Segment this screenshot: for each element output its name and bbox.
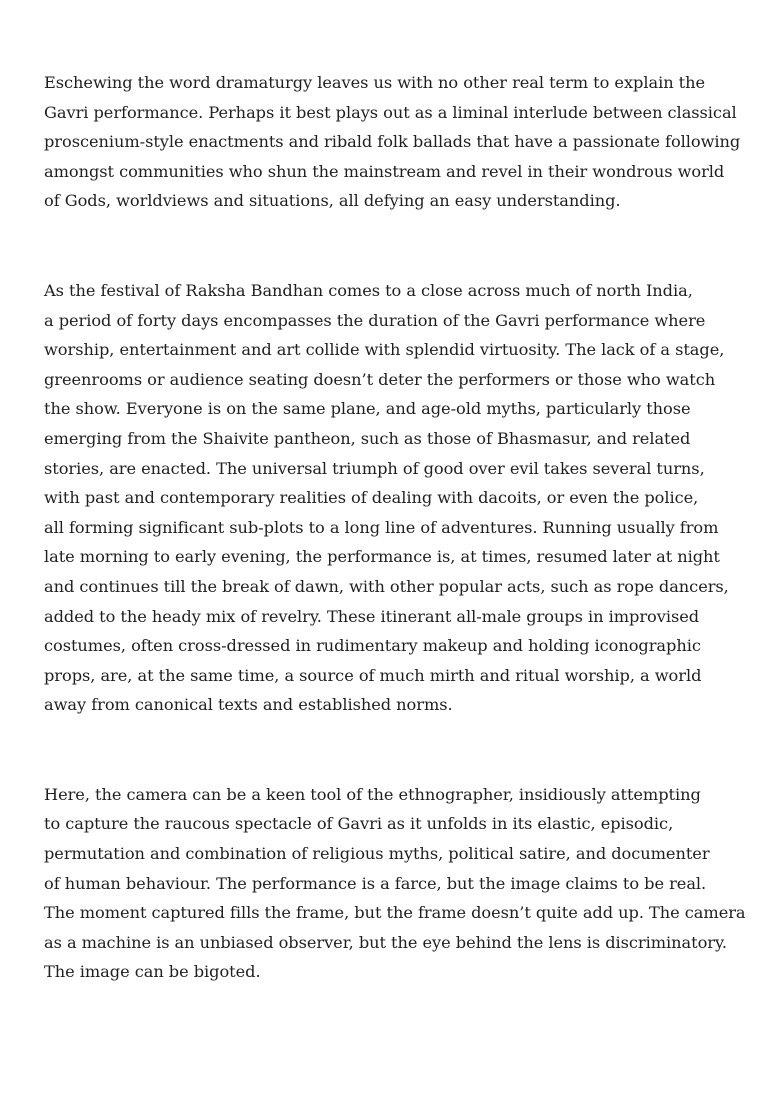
text-line: and continues till the break of dawn, with other popular acts, such as rope dancers, (44, 576, 729, 596)
text-line: As the festival of Raksha Bandhan comes to a close across much of north India, (44, 280, 693, 300)
text-line: permutation and combination of religious myths, political satire, and documenter (44, 844, 710, 864)
text-line: added to the heady mix of revelry. These itinerant all-male groups in improvised (44, 606, 700, 626)
text-line: Eschewing the word dramaturgy leaves us with no other real term to explain the (44, 73, 706, 92)
text-line: Gavri performance. Perhaps it best plays out as a liminal interlude between classical (44, 102, 737, 122)
text-line: costumes, often cross-dressed in rudimentary makeup and holding iconographic (44, 636, 701, 656)
text-line: Here, the camera can be a keen tool of the ethnographer, insidiously attempting (44, 784, 701, 804)
text-line: with past and contemporary realities of dealing with dacoits, or even the police, (44, 488, 699, 508)
text-line: away from canonical texts and established norms. (44, 695, 453, 715)
paragraph-festival (44, 276, 780, 720)
text-line: stories, are enacted. The universal triumph of good over evil takes several turns, (44, 458, 705, 478)
text-line: props, are, at the same time, a source of much mirth and ritual worship, a world (44, 665, 702, 685)
text-line: a period of forty days encompasses the duration of the Gavri performance where (44, 310, 706, 330)
paragraph-spacer (44, 720, 780, 780)
text-line: of Gods, worldviews and situations, all defying an easy understanding. (44, 191, 621, 211)
text-line: of human behaviour. The performance is a farce, but the image claims to be real. (44, 873, 707, 893)
text-line: the show. Everyone is on the same plane, and age-old myths, particularly those (44, 399, 691, 419)
text-line: late morning to early evening, the performance is, at times, resumed later at night (44, 547, 720, 567)
paragraph-spacer (44, 216, 780, 276)
text-line: The moment captured fills the frame, but the frame doesn’t quite add up. The camera (44, 903, 746, 923)
paragraph-intro (44, 68, 780, 216)
text-line: emerging from the Shaivite pantheon, such as those of Bhasmasur, and related (44, 428, 691, 448)
text-line: The image can be bigoted. (44, 962, 261, 982)
document-body (44, 68, 780, 987)
text-line: worship, entertainment and art collide with splendid virtuosity. The lack of a stage, (44, 340, 725, 360)
text-line: to capture the raucous spectacle of Gavri as it unfolds in its elastic, episodic, (44, 814, 674, 834)
text-line: as a machine is an unbiased observer, but the eye behind the lens is discriminatory. (44, 932, 728, 952)
paragraph-camera (44, 780, 780, 987)
text-line: amongst communities who shun the mainstream and revel in their wondrous world (44, 161, 725, 181)
text-line: greenrooms or audience seating doesn’t deter the performers or those who watch (44, 369, 716, 389)
text-line: all forming significant sub-plots to a long line of adventures. Running usually from (44, 517, 719, 537)
text-line: proscenium-style enactments and ribald folk ballads that have a passionate following (44, 132, 741, 152)
